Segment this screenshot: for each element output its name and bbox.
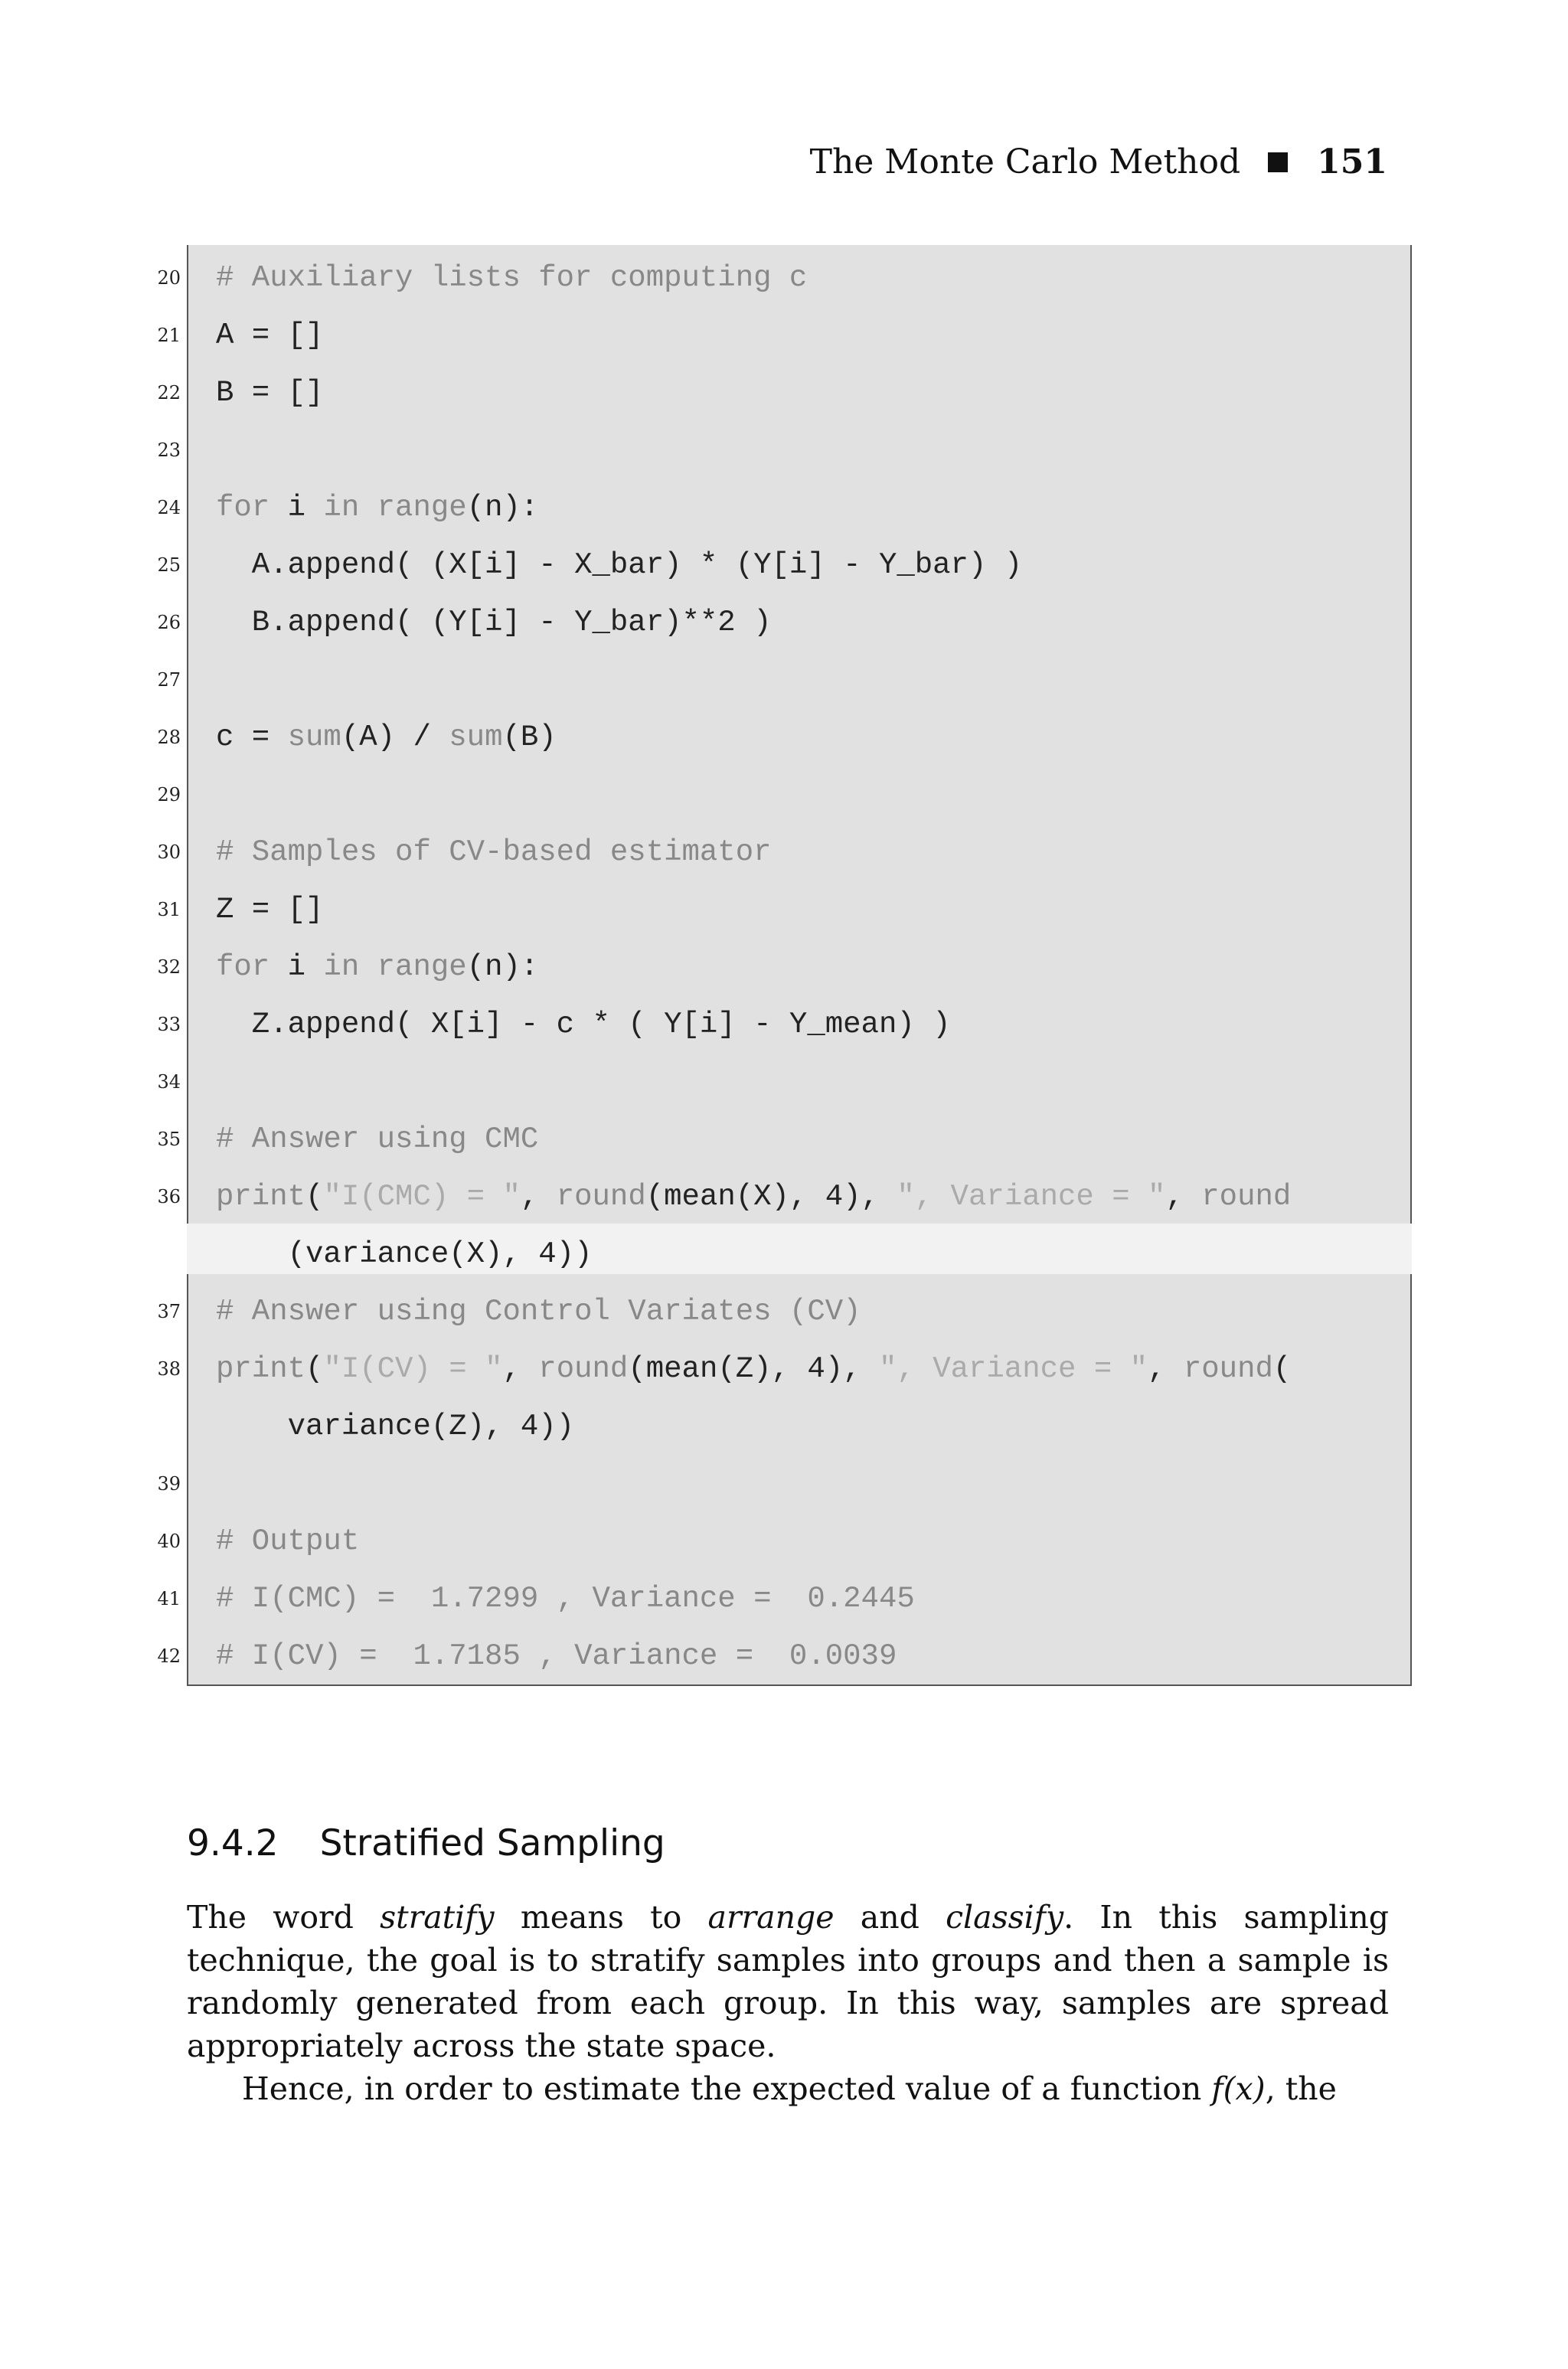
code-line [0, 1226, 1455, 1283]
code-line [0, 766, 1455, 823]
text-run: Hence, in order to estimate the expected value of a function [242, 2070, 1212, 2107]
code-token: (A) / [341, 721, 449, 754]
code-token [359, 950, 377, 984]
code-token: # Answer using Control Variates (CV) [216, 1295, 861, 1328]
code-token: B.append( (Y[i] - Y_bar)**2 ) [216, 606, 772, 639]
code-token: # Answer using CMC [216, 1122, 539, 1156]
line-number: 31 [157, 899, 181, 920]
code-line [0, 1398, 1455, 1455]
code-token: print [216, 1352, 306, 1386]
code-text [216, 1168, 1291, 1225]
code-token: , [1165, 1180, 1202, 1214]
code-token [359, 491, 377, 524]
code-token: (n): [466, 950, 539, 984]
code-token: A = [] [216, 319, 324, 352]
code-line [0, 1628, 1455, 1684]
code-line [0, 709, 1455, 766]
emphasis-stratify: stratify [380, 1899, 495, 1936]
code-text [216, 1570, 915, 1627]
line-number: 32 [157, 956, 181, 978]
code-text [216, 1398, 574, 1455]
text-run: and [834, 1899, 946, 1936]
line-number: 22 [157, 382, 181, 404]
code-text [216, 1283, 861, 1340]
line-number: 26 [157, 612, 181, 633]
code-token: range [377, 491, 467, 524]
code-text [216, 479, 538, 536]
code-token: for [216, 491, 270, 524]
text-run: , the [1265, 2070, 1337, 2107]
page-number: 151 [1317, 142, 1387, 181]
code-token: for [216, 950, 270, 984]
square-bullet-icon [1268, 152, 1288, 172]
paragraph-1 [187, 1896, 1389, 2067]
code-line [0, 1111, 1455, 1168]
code-line [0, 1456, 1455, 1512]
code-text [216, 939, 538, 995]
code-line [0, 939, 1455, 995]
code-token: B = [] [216, 376, 324, 410]
running-head [810, 142, 1387, 181]
line-number: 29 [157, 784, 181, 805]
code-token: # I(CMC) = 1.7299 , Variance = 0.2445 [216, 1582, 915, 1616]
line-number: 25 [157, 554, 181, 576]
line-number: 40 [157, 1531, 181, 1552]
code-token: Z = [] [216, 893, 324, 926]
text-run: means to [494, 1899, 708, 1936]
code-text [216, 1111, 538, 1168]
code-line [0, 1513, 1455, 1570]
text-run: . In this sampling technique, the goal is to stratify samples into groups and then a sample is randomly generated from each group. In this way, samples are spread appropriately across the state space. [187, 1899, 1389, 2064]
code-token: A.append( (X[i] - X_bar) * (Y[i] - Y_bar) ) [216, 548, 1023, 582]
line-number: 39 [157, 1473, 181, 1495]
code-token: sum [449, 721, 503, 754]
line-number: 23 [157, 439, 181, 461]
code-token: # Samples of CV-based estimator [216, 835, 772, 869]
code-text [216, 824, 772, 881]
line-number: 20 [157, 267, 181, 289]
code-token: c = [216, 721, 288, 754]
code-token: variance(Z), 4)) [216, 1410, 575, 1443]
code-token: in [323, 491, 360, 524]
code-token: sum [287, 721, 341, 754]
code-token: # Auxiliary lists for computing c [216, 261, 808, 295]
code-line [0, 1341, 1455, 1397]
line-number: 42 [157, 1645, 181, 1667]
code-token: round [556, 1180, 646, 1214]
code-text [216, 594, 772, 651]
code-token: print [216, 1180, 306, 1214]
code-line [0, 1054, 1455, 1110]
code-token: round [538, 1352, 629, 1386]
code-line [0, 881, 1455, 938]
code-token: (n): [466, 491, 539, 524]
code-token: ", Variance = " [897, 1180, 1166, 1214]
code-token: , [1148, 1352, 1184, 1386]
code-text [216, 709, 557, 766]
code-line [0, 996, 1455, 1053]
code-text [216, 250, 807, 306]
code-text [216, 307, 323, 364]
code-text [216, 537, 1022, 593]
line-number: 24 [157, 497, 181, 518]
line-number: 27 [157, 669, 181, 691]
line-number: 35 [157, 1129, 181, 1150]
line-number: 30 [157, 841, 181, 863]
code-token: Z.append( X[i] - c * ( Y[i] - Y_mean) ) [216, 1008, 951, 1041]
code-line [0, 1283, 1455, 1340]
section-number: 9.4.2 [187, 1822, 279, 1864]
code-token: range [377, 950, 467, 984]
line-number: 37 [157, 1301, 181, 1322]
text-run: The word [187, 1899, 381, 1936]
code-line [0, 824, 1455, 881]
running-title: The Monte Carlo Method [809, 142, 1241, 181]
line-number: 21 [157, 325, 181, 346]
code-token: ( [305, 1180, 324, 1214]
code-token: "I(CMC) = " [323, 1180, 521, 1214]
code-text [216, 1226, 592, 1283]
emphasis-classify: classify [946, 1899, 1064, 1936]
math-expression: f(x) [1211, 2070, 1266, 2107]
code-token: i [270, 491, 324, 524]
code-line [0, 537, 1455, 593]
code-token: round [1183, 1352, 1273, 1386]
line-number: 41 [157, 1588, 181, 1609]
line-number: 34 [157, 1071, 181, 1093]
code-token: round [1201, 1180, 1292, 1214]
code-token: ( [1272, 1352, 1292, 1386]
code-token: in [323, 950, 360, 984]
code-line [0, 422, 1455, 479]
line-number: 38 [157, 1358, 181, 1380]
code-token: , [502, 1352, 539, 1386]
code-text [216, 1341, 1291, 1397]
line-number: 28 [157, 727, 181, 748]
section-title: Stratified Sampling [319, 1822, 665, 1864]
code-line [0, 307, 1455, 364]
code-line [0, 250, 1455, 306]
code-text [216, 996, 951, 1053]
code-token: (mean(X), 4), [645, 1180, 897, 1214]
line-number: 33 [157, 1014, 181, 1035]
code-text [216, 1628, 897, 1684]
code-token: (B) [502, 721, 557, 754]
section-heading [187, 1822, 665, 1864]
line-number: 36 [157, 1186, 181, 1207]
paragraph-2 [187, 2067, 1389, 2110]
code-line [0, 364, 1455, 421]
code-text [216, 881, 323, 938]
code-line [0, 1570, 1455, 1627]
code-token: i [270, 950, 324, 984]
emphasis-arrange: arrange [707, 1899, 835, 1936]
code-token: ( [305, 1352, 324, 1386]
code-token: ", Variance = " [878, 1352, 1148, 1386]
code-line [0, 479, 1455, 536]
code-token: # Output [216, 1524, 360, 1558]
code-token: # I(CV) = 1.7185 , Variance = 0.0039 [216, 1639, 897, 1673]
code-token: , [520, 1180, 557, 1214]
code-line [0, 652, 1455, 708]
code-text [216, 1513, 359, 1570]
code-text [216, 364, 323, 421]
code-token: "I(CV) = " [323, 1352, 503, 1386]
code-line [0, 594, 1455, 651]
code-line [0, 1168, 1455, 1225]
code-token: (variance(X), 4)) [216, 1237, 593, 1271]
code-token: (mean(Z), 4), [628, 1352, 879, 1386]
